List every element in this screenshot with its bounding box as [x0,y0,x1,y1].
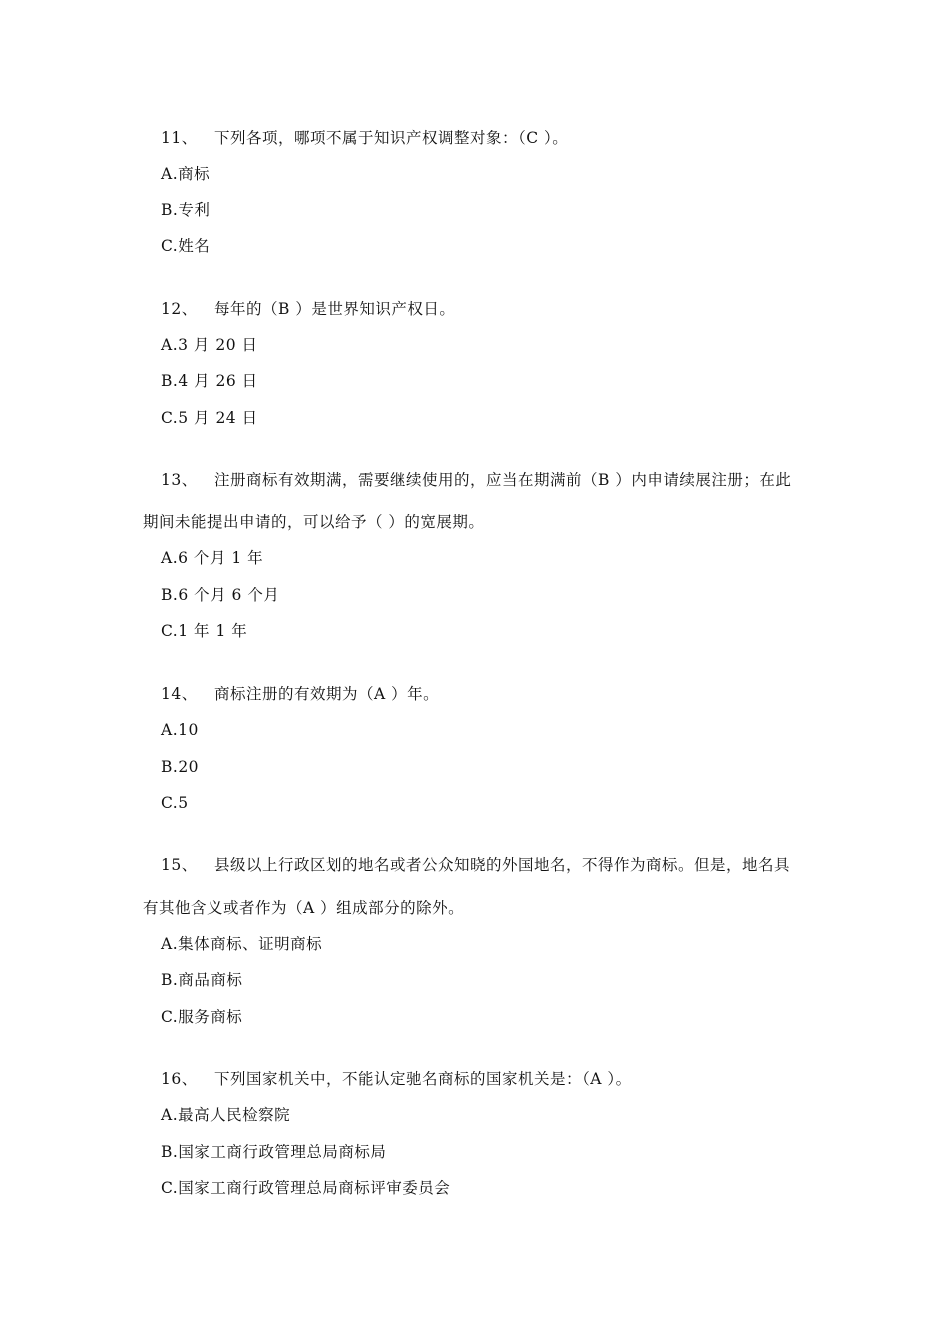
question-number: 12、 [161,300,198,318]
question-12 [161,299,455,319]
option-a: A.10 [161,721,199,739]
option-b: B.20 [161,758,200,776]
question-13 [161,470,791,490]
question-number: 14、 [161,685,198,703]
option-c: C.服务商标 [161,1008,243,1026]
question-text-continued: 期间未能提出申请的，可以给予（ ）的宽展期。 [143,513,485,531]
option-b: B.国家工商行政管理总局商标局 [161,1143,387,1161]
question-number: 11、 [161,129,198,147]
option-a: A.3 月 20 日 [161,336,258,354]
option-b: B.专利 [161,201,211,219]
question-14 [161,684,439,704]
option-b: B.商品商标 [161,971,243,989]
option-a: A.集体商标、证明商标 [161,935,323,953]
question-text: 每年的（B ）是世界知识产权日。 [214,300,456,318]
option-b: B.6 个月 6 个月 [161,586,280,604]
question-11 [161,128,568,148]
question-number: 15、 [161,856,198,874]
question-number: 13、 [161,471,198,489]
option-a: A.最高人民检察院 [161,1106,291,1124]
option-c: C.5 [161,794,189,812]
option-c: C.1 年 1 年 [161,622,248,640]
question-16 [161,1069,632,1089]
option-c: C.5 月 24 日 [161,409,258,427]
question-15 [161,855,790,875]
question-text: 县级以上行政区划的地名或者公众知晓的外国地名，不得作为商标。但是，地名具 [214,856,791,874]
option-b: B.4 月 26 日 [161,372,258,390]
question-number: 16、 [161,1070,198,1088]
option-c: C.国家工商行政管理总局商标评审委员会 [161,1179,451,1197]
option-a: A.6 个月 1 年 [161,549,264,567]
question-text: 注册商标有效期满，需要继续使用的，应当在期满前（B ）内申请续展注册；在此 [214,471,792,489]
question-text: 下列各项，哪项不属于知识产权调整对象：（C ）。 [214,129,569,147]
question-text-continued: 有其他含义或者作为（A ）组成部分的除外。 [143,899,465,917]
option-c: C.姓名 [161,237,211,255]
option-a: A.商标 [161,165,211,183]
question-text: 商标注册的有效期为（A ）年。 [214,685,440,703]
question-text: 下列国家机关中，不能认定驰名商标的国家机关是：（A ）。 [214,1070,632,1088]
